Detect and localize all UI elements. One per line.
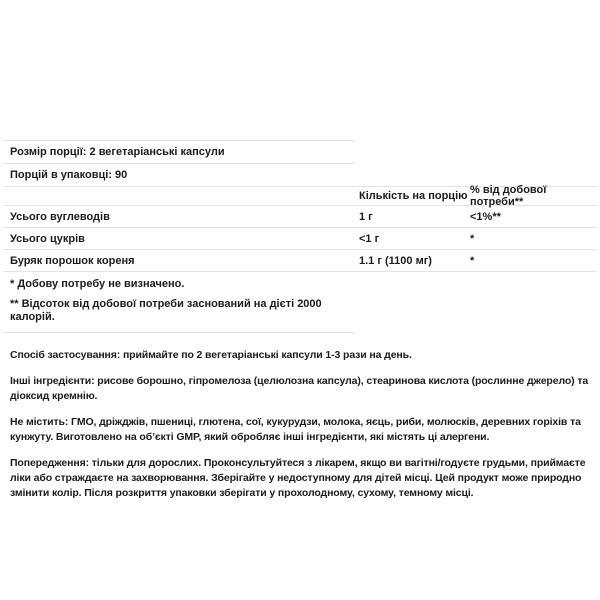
table-row (4, 205, 597, 227)
serving-size-text: Розмір порції: 2 вегетаріанські капсули (10, 146, 225, 158)
column-header-amount-per-serving: Кількість на порцію (359, 190, 468, 202)
table-header-row (4, 184, 597, 208)
nutrient-name: Усього вуглеводів (10, 210, 110, 223)
nutrient-amount: 1 г (359, 210, 373, 223)
other-ingredients-paragraph: Інші інгредієнти: рисове борошно, гіпромелоза (целюлозна капсула), стеаринова кислота (рослинне джерело) та діоксид кремнію. (10, 375, 589, 402)
nutrient-daily-value: <1%** (470, 210, 501, 223)
label-text-block (4, 348, 597, 501)
nutrient-name: Буряк порошок кореня (10, 254, 135, 267)
nutrient-daily-value: * (470, 232, 475, 245)
directions-paragraph: Спосіб застосування: приймайте по 2 вегетаріанські капсули 1-3 рази на день. (10, 349, 412, 361)
servings-per-container-row (4, 163, 355, 186)
footnote-daily-value-not-established: * Добову потребу не визначено. (10, 278, 185, 290)
nutrient-name: Усього цукрів (10, 232, 85, 245)
table-row (4, 227, 597, 249)
supplement-facts-label (4, 0, 597, 501)
serving-info-block (4, 140, 355, 186)
allergen-info-paragraph: Не містить: ГМО, дріжджів, пшениці, глютена, сої, кукурудзи, молока, яєць, риби, молюсків, деревних горіхів та кунжуту. Виготовлено на об’єкті GMP, який обробляє інші інгредієнти, які містять ці алергени. (10, 416, 581, 443)
nutrient-daily-value: * (470, 254, 475, 267)
nutrient-amount: 1.1 г (1100 мг) (359, 254, 432, 267)
table-row (4, 249, 597, 272)
nutrient-amount: <1 г (359, 232, 380, 245)
nutrition-table (4, 186, 597, 272)
footnote-percent-dv-basis: ** Відсоток від добової потреби заснований на дієті 2000 калорій. (10, 298, 322, 323)
table-footnotes (4, 272, 355, 333)
serving-size-row (4, 140, 355, 163)
servings-per-container-text: Порцій в упаковці: 90 (10, 169, 128, 181)
warnings-paragraph: Попередження: тільки для дорослих. Проконсультуйтеся з лікарем, якщо ви вагітні/годуєте грудьми, приймаєте ліки або страждаєте на захворювання. Зберігайте у недоступному для дітей місці. Цей продукт може природно змінити колір. Після розкриття упаковки зберігати у прохолодному, сухому, темному місці. (10, 457, 586, 499)
column-header-daily-value: % від добової потреби** (470, 184, 547, 208)
